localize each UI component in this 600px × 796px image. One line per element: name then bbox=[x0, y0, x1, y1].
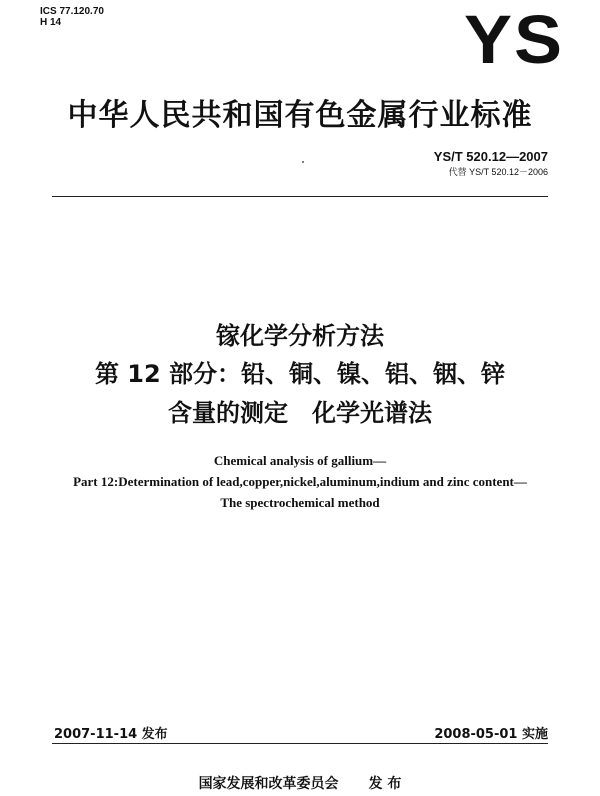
ccs-code: H 14 bbox=[40, 17, 62, 28]
ics-code: ICS 77.120.70 bbox=[40, 6, 104, 17]
standard-number: YS/T 520.12—2007 bbox=[433, 149, 548, 164]
title-cn-line1: 镓化学分析方法 bbox=[216, 322, 384, 350]
speck bbox=[302, 161, 304, 163]
title-en-line1: Chemical analysis of gallium— bbox=[213, 453, 387, 468]
title-en-line2: Part 12:Determination of lead,copper,nickel,aluminum,indium and zinc content— bbox=[73, 474, 527, 489]
title-cn-line2: 第 12 部分：铅、铜、镍、铝、铟、锌 bbox=[94, 360, 506, 388]
issuer-name: 国家发展和改革委员会 bbox=[198, 776, 339, 792]
replaces-standard: 代替 YS/T 520.12－2006 bbox=[448, 167, 548, 177]
implementation-date: 2008-05-01 实施 bbox=[434, 727, 548, 742]
title-cn-line3: 含量的测定 化学光谱法 bbox=[168, 399, 432, 427]
issuing-organization: 中华人民共和国有色金属行业标准 bbox=[67, 98, 533, 133]
footer-divider bbox=[52, 743, 548, 744]
classification-codes bbox=[40, 6, 104, 28]
publish-date: 2007-11-14 发布 bbox=[54, 727, 168, 742]
ys-logo: YS bbox=[463, 1, 564, 78]
header-divider bbox=[52, 196, 548, 197]
title-en-line3: The spectrochemical method bbox=[220, 495, 380, 510]
issuer bbox=[0, 773, 600, 793]
issuer-action: 发 布 bbox=[368, 776, 402, 792]
